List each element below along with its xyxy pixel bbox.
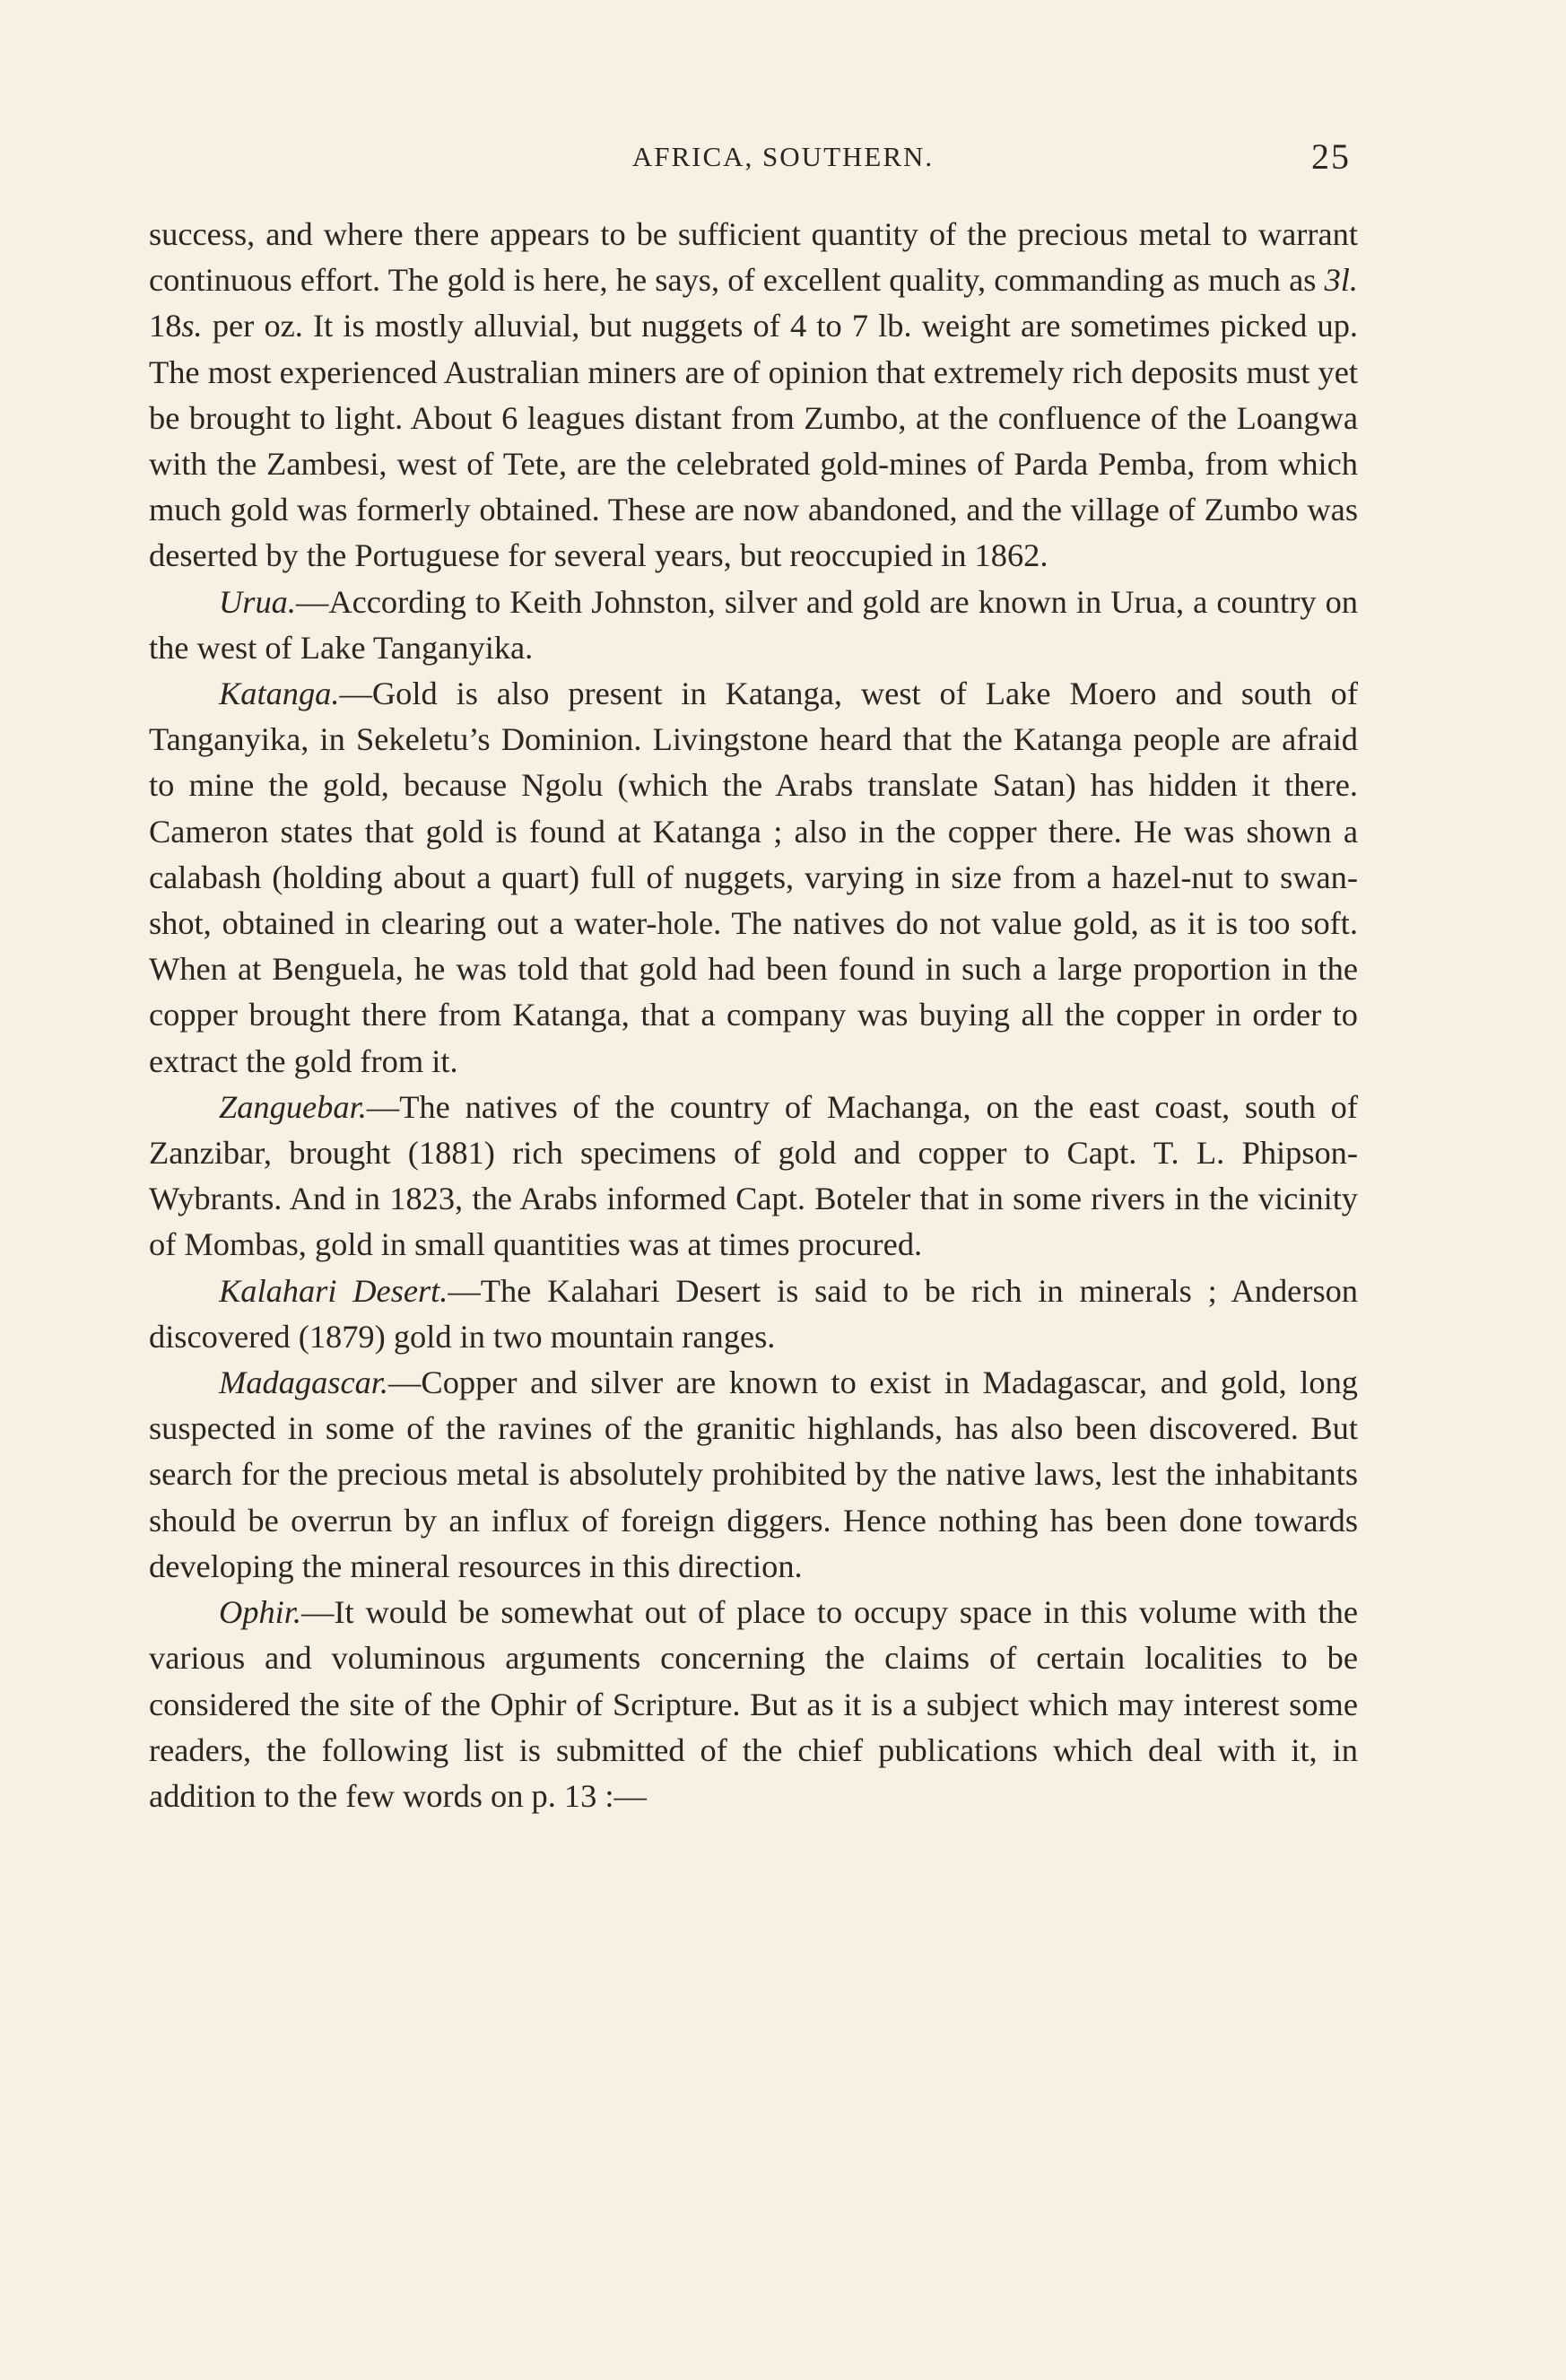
paragraph-text: success, and where there appears to be sufficient quantity of the precious metal to warrant continuous effort. The gold is here, he says, of excellent quality, commanding as much as: [149, 216, 1358, 299]
paragraph-continuation: [149, 212, 1358, 580]
body-text: [149, 212, 1358, 1819]
paragraph-urua: [149, 580, 1358, 671]
paragraph-zanguebar: [149, 1085, 1358, 1268]
paragraph-madagascar: [149, 1360, 1358, 1590]
running-head: [0, 135, 1566, 179]
paragraph-text: —The Kalahari Desert is said to be rich in minerals ; Anderson discovered (1879) gold in two mountain ranges.: [149, 1272, 1358, 1355]
section-heading-katanga: Katanga.: [219, 676, 340, 712]
paragraph-text: —Gold is also present in Katanga, west of Lake Moero and south of Tanganyika, in Sekeletu’s Dominion. Livingstone heard that the Katanga people are afraid to mine the gold, because Ngolu (which the Arabs translate Satan) has hidden it there. Cameron states that gold is found at Katanga ; also in the copper there. He was shown a calabash (holding about a quart) full of nuggets, varying in size from a hazel-nut to swan-shot, obtained in clearing out a water-hole. The natives do not value gold, as it is too soft. When at Benguela, he was told that gold had been found in such a large proportion in the copper brought there from Katanga, that a company was buying all the copper in order to extract the gold from it.: [149, 676, 1358, 1079]
running-title: AFRICA, SOUTHERN.: [631, 141, 935, 172]
section-heading-urua: Urua.: [219, 583, 296, 620]
section-heading-kalahari: Kalahari Desert.: [219, 1272, 448, 1309]
paragraph-text: —Copper and silver are known to exist in Madagascar, and gold, long suspected in some of the ravines of the granitic highlands, has also been discovered. But search for the precious metal is absolutely prohibited by the native laws, lest the inhabitants should be overrun by an influx of foreign diggers. Hence nothing has been done towards developing the mineral resources in this direction.: [149, 1364, 1358, 1584]
paragraph-ophir: [149, 1590, 1358, 1819]
paragraph-kalahari: [149, 1268, 1358, 1360]
paragraph-text: —According to Keith Johnston, silver and gold are known in Urua, a country on the west of Lake Tanganyika.: [149, 583, 1358, 666]
paragraph-text: —The natives of the country of Machanga, on the east coast, south of Zanzibar, brought (1881) rich specimens of gold and copper to Capt. T. L. Phipson-Wybrants. And in 1823, the Arabs informed Capt. Boteler that in some rivers in the vicinity of Mombas, gold in small quantities was at times procured.: [149, 1088, 1358, 1263]
paragraph-katanga: [149, 671, 1358, 1085]
currency-shillings: s.: [181, 308, 203, 344]
section-heading-ophir: Ophir.: [219, 1594, 302, 1631]
paragraph-text: per oz. It is mostly alluvial, but nuggets of 4 to 7 lb. weight are sometimes picked up. The most experienced Australian miners are of opinion that extremely rich deposits must yet be brought to light. About 6 leagues distant from Zumbo, at the confluence of the Loangwa with the Zambesi, west of Tete, are the celebrated gold-mines of Parda Pemba, from which much gold was formerly obtained. These are now abandoned, and the village of Zumbo was deserted by the Portuguese for several years, but reoccupied in 1862.: [149, 308, 1358, 574]
paragraph-text: —It would be somewhat out of place to occupy space in this volume with the various and voluminous arguments concerning the claims of certain localities to be considered the site of the Ophir of Scripture. But as it is a subject which may interest some readers, the following list is submitted of the chief publications which deal with it, in addition to the few words on p. 13 :—: [149, 1594, 1358, 1814]
paragraph-text: 18: [149, 308, 182, 344]
page-number: 25: [1311, 136, 1351, 177]
currency-pounds: 3l.: [1324, 262, 1358, 299]
section-heading-zanguebar: Zanguebar.: [219, 1088, 367, 1125]
section-heading-madagascar: Madagascar.: [219, 1364, 389, 1401]
